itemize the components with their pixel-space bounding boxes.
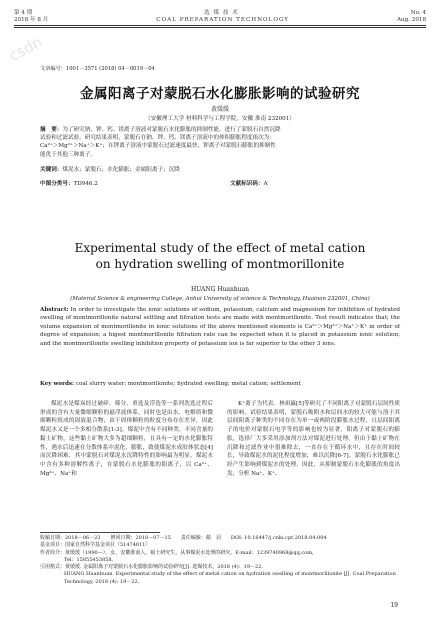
journal-en: COAL PREPARATION TECHNOLOGY [156, 17, 290, 23]
title-en [0, 240, 440, 272]
footnote-line: 收稿日期：2018－06－23 修回日期：2018－07－15 责任编辑：蔺 羽 DOI: 10.16447/j.cnki.cpt.2018.04.004 [40, 535, 327, 541]
body-paragraph: 煤泥水是煤炭经过破碎、筛分、重选及浮选等一系列洗选过程后形成的含有大量微细颗粒的悬浮液体系，同时也是由水、电解质和微细颗粒组成的固液混合物，由于固体颗粒的粒度分布存在差异，因此煤泥水又是一个多相分散系[1-3]。煤泥中含有不同种类、不同含量的黏土矿物，这些黏土矿物大多为超细颗粒，且具有一定的水化膨胀特性，遇水后迅速在分散体系中泥化、膨胀，致使煤泥水成胶体状态[4]而沉降困难，其中蒙脱石对煤泥水沉降特性的影响最为明显，煤泥水中含有多种溶解性离子，在蒙脱石水化膨胀的阳离子，以 Ca²⁺、Mg²⁺、Na⁺和 [40, 401, 213, 477]
author-en: HUANG Huanhuan [190, 286, 250, 293]
abstract-en-text: In order to investigate the ionic solutions of sodium, potassium, calcium and magnesium for inhibition of hydrated swelling of montmorillonite natural settling and filtration tests are made with montmorillonite. Test result indicates that; the volume expansion of montmorillonite in ionic solutions of the above mentioned elements is Ca²⁺＞Mg²⁺＞Na⁺＞K⁺ in order of degree of expansion; a higest montmorillonite filtration rate can be expected when it is placed in potassium ionic solution; and the montmorillonite swelling inhibition property of potassium ion is far superior to the other 3 ions. [40, 307, 400, 347]
abstract-cn-line: Ca²⁺＞Mg²⁺＞Na⁺＞K⁺；在钾离子溶液中蒙脱石过滤速度最快，钾离子对蒙脱石膨胀的抑制性 [40, 143, 276, 150]
clc-label: 中图分类号： [40, 181, 74, 187]
keywords-en-label: Key words: [40, 381, 75, 387]
footnote-line: 作者简介：黄缓缓（1990—），女，安徽淮南人，硕士研究生，从事煤泥水处理的研究。E-mail：1239740968@qq.com， [40, 549, 317, 556]
abstract-cn-line: 试验和过滤试验。研究结果表明，蒙脱石在钠、钾、钙、镁离子溶液中的体积膨胀程度依次为： [40, 135, 275, 142]
footnote-line: HUANG Huanhuan. Experimental study of the effect of metal cation on hydration swelling of montmorillonite [J]. Coal Preparation Technology, 2018 (4): 19－22. [64, 571, 396, 585]
abstract-cn-label: 摘 要： [40, 127, 63, 133]
keywords-en-text: coal slurry water; montmorillonite; hydrated swelling; metal cation; settlement [75, 381, 301, 387]
footnotes [40, 535, 400, 586]
keywords-cn-label: 关键词： [40, 167, 63, 173]
date-en: Aug. 2018 [396, 17, 426, 23]
abstract-en [40, 306, 400, 348]
date-cn: 2018 年 8 月 [14, 17, 49, 23]
title-cn: 金属阳离子对蒙脱石水化膨胀影响的试验研究 [80, 86, 360, 102]
header-rule [14, 25, 426, 26]
body-paragraph: K⁺离子为代表。林祖赢[5]等研究了不同阳离子对蒙脱石层间性质的影响，试验结果表明，蒙脱石吸附水和层间水的较大可能与溶于其层间阳离子种类的不同存在为单一或两阶段膨胀水过程，且层间阳离子的电价对蒙脱石电学等的影响也较为显著，阳离子对蒙脱石的膨胀，选择厂大多采用添加剂方法对煤泥进行处理。但由于黏土矿物在沉降和过滤作业中很难除去，一直存在于循环水中，且存在时间较长，导致煤泥水的泥化程度增加，难以沉降[6-7]。蒙脱石水化膨胀已经产生影响到煤泥水的处理。因此，从抑制蒙脱石水化膨胀的角度出发，分析 Na⁺、K⁺、 [227, 401, 400, 477]
title-en-line: Experimental study of the effect of metal cation [74, 241, 366, 255]
abstract-en-label: Abstract: [40, 307, 69, 313]
clc-value: TD946.2 [73, 181, 98, 187]
body-column-right [227, 400, 400, 478]
article-id: 文章编号：1001－3571 (2018) 04－0019－04 [40, 66, 155, 72]
footnote-rule [40, 532, 160, 533]
running-header [14, 10, 426, 24]
author-cn: 黄缓缓 [210, 106, 229, 113]
abstract-cn [40, 126, 400, 159]
body-column-left [40, 400, 213, 478]
header-rule-thin [14, 27, 426, 28]
title-en-line: on hydration swelling of montmorillonite [95, 257, 345, 271]
footnote-line: 引用格式：黄缓缓. 金属阳离子对蒙脱石水化膨胀影响的试验研究[J]. 选煤技术，2018 (4)：19－22. [40, 564, 263, 571]
doc-code-label: 文献标识码： [230, 181, 264, 187]
issue-cn: 第 4 期 [14, 10, 33, 16]
page-number: 19 [390, 602, 398, 609]
watermark: csdn [5, 32, 46, 66]
affiliation-en: (Material Science & engineering College, Anhui University of science & Technology, Huainan 232001, China) [70, 296, 370, 302]
keywords-en [40, 381, 400, 387]
footnote-line: Tel：15855453858。 [64, 556, 117, 563]
body-text [40, 400, 400, 478]
footnote-line: 基金项目：国家自然科学基金项目（51474011） [40, 542, 151, 549]
doc-code-value: A [263, 181, 268, 187]
issue-en: No. 4 [410, 10, 426, 16]
classification-cn [40, 180, 400, 188]
journal-cn: 选 煤 技 术 [204, 10, 239, 16]
keywords-cn-text: 煤泥水；蒙脱石；水化膨胀；金属阳离子；沉降 [62, 167, 180, 173]
affiliation-cn: （安徽理工大学 材料科学与工程学院，安徽 淮南 232001） [145, 116, 295, 122]
abstract-cn-line: 能优于其他三种离子。 [40, 151, 96, 158]
abstract-cn-line: 为了研究钠、钾、钙、镁离子溶液对蒙脱石水化膨胀的抑制性能，进行了蒙脱石自然沉降 [62, 127, 281, 133]
keywords-cn [40, 166, 400, 174]
